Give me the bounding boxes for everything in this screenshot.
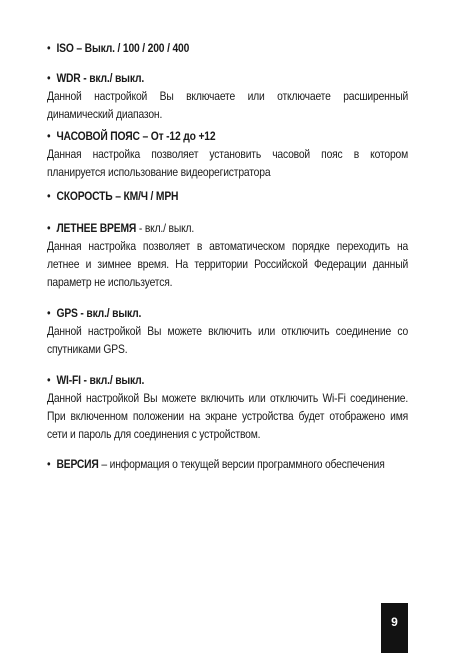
bullet-icon: •	[47, 129, 51, 143]
setting-iso	[47, 40, 212, 57]
setting-wdr-title: WDR - вкл./ выкл.	[56, 71, 145, 85]
setting-gps-description: Данной настройкой Вы можете включить или отключить соединение со спутниками GPS.	[47, 324, 409, 356]
setting-iso-heading	[47, 40, 212, 57]
setting-summer-time-heading	[47, 220, 407, 237]
setting-wifi-title: WI-FI - вкл./ выкл.	[56, 373, 145, 387]
setting-version-heading	[47, 456, 439, 473]
setting-wifi	[47, 372, 408, 443]
setting-version	[47, 456, 440, 473]
setting-timezone-title: ЧАСОВОЙ ПОЯС – От -12 до +12	[56, 129, 216, 143]
setting-version-title: ВЕРСИЯ	[56, 457, 99, 471]
setting-wdr-description: Данной настройкой Вы включаете или отключаете расширенный динамический диапазон.	[47, 89, 409, 121]
setting-gps	[47, 305, 408, 358]
setting-wifi-description: Данной настройкой Вы можете включить или отключить Wi-Fi соединение. При включенном положении на экране устройства будет отображено имя сети и пароль для соединения с устройством.	[47, 391, 409, 441]
setting-speed	[47, 188, 200, 205]
bullet-icon: •	[47, 71, 51, 85]
setting-timezone-description: Данная настройка позволяет установить часовой пояс в котором планируется использование видеорегистратора	[47, 147, 409, 179]
bullet-icon: •	[47, 457, 51, 471]
setting-summer-time-title: ЛЕТНЕЕ ВРЕМЯ	[56, 221, 137, 235]
setting-gps-heading	[47, 305, 407, 322]
setting-summer-time	[47, 220, 408, 291]
bullet-icon: •	[47, 189, 51, 203]
setting-wdr-heading	[47, 70, 407, 87]
bullet-icon: •	[47, 373, 51, 387]
setting-summer-time-description: Данная настройка позволяет в автоматическом порядке переходить на летнее и зимнее время. На территории Российской Федерации данный параметр не используется.	[47, 239, 409, 289]
setting-version-description: – информация о текущей версии программного обеспечения	[98, 457, 385, 471]
setting-wifi-heading	[47, 372, 407, 389]
setting-timezone-heading	[47, 128, 407, 145]
setting-wdr	[47, 70, 408, 123]
setting-iso-title: ISO – Выкл. / 100 / 200 / 400	[56, 41, 190, 55]
bullet-icon: •	[47, 41, 51, 55]
bullet-icon: •	[47, 221, 51, 235]
setting-speed-title: СКОРОСТЬ – КМ/Ч / MPH	[56, 189, 179, 203]
bullet-icon: •	[47, 306, 51, 320]
page-number-badge: 9	[381, 603, 408, 653]
setting-summer-time-values: - вкл./ выкл.	[136, 221, 195, 235]
setting-speed-heading	[47, 188, 199, 205]
setting-gps-title: GPS - вкл./ выкл.	[56, 306, 142, 320]
setting-timezone	[47, 128, 408, 181]
